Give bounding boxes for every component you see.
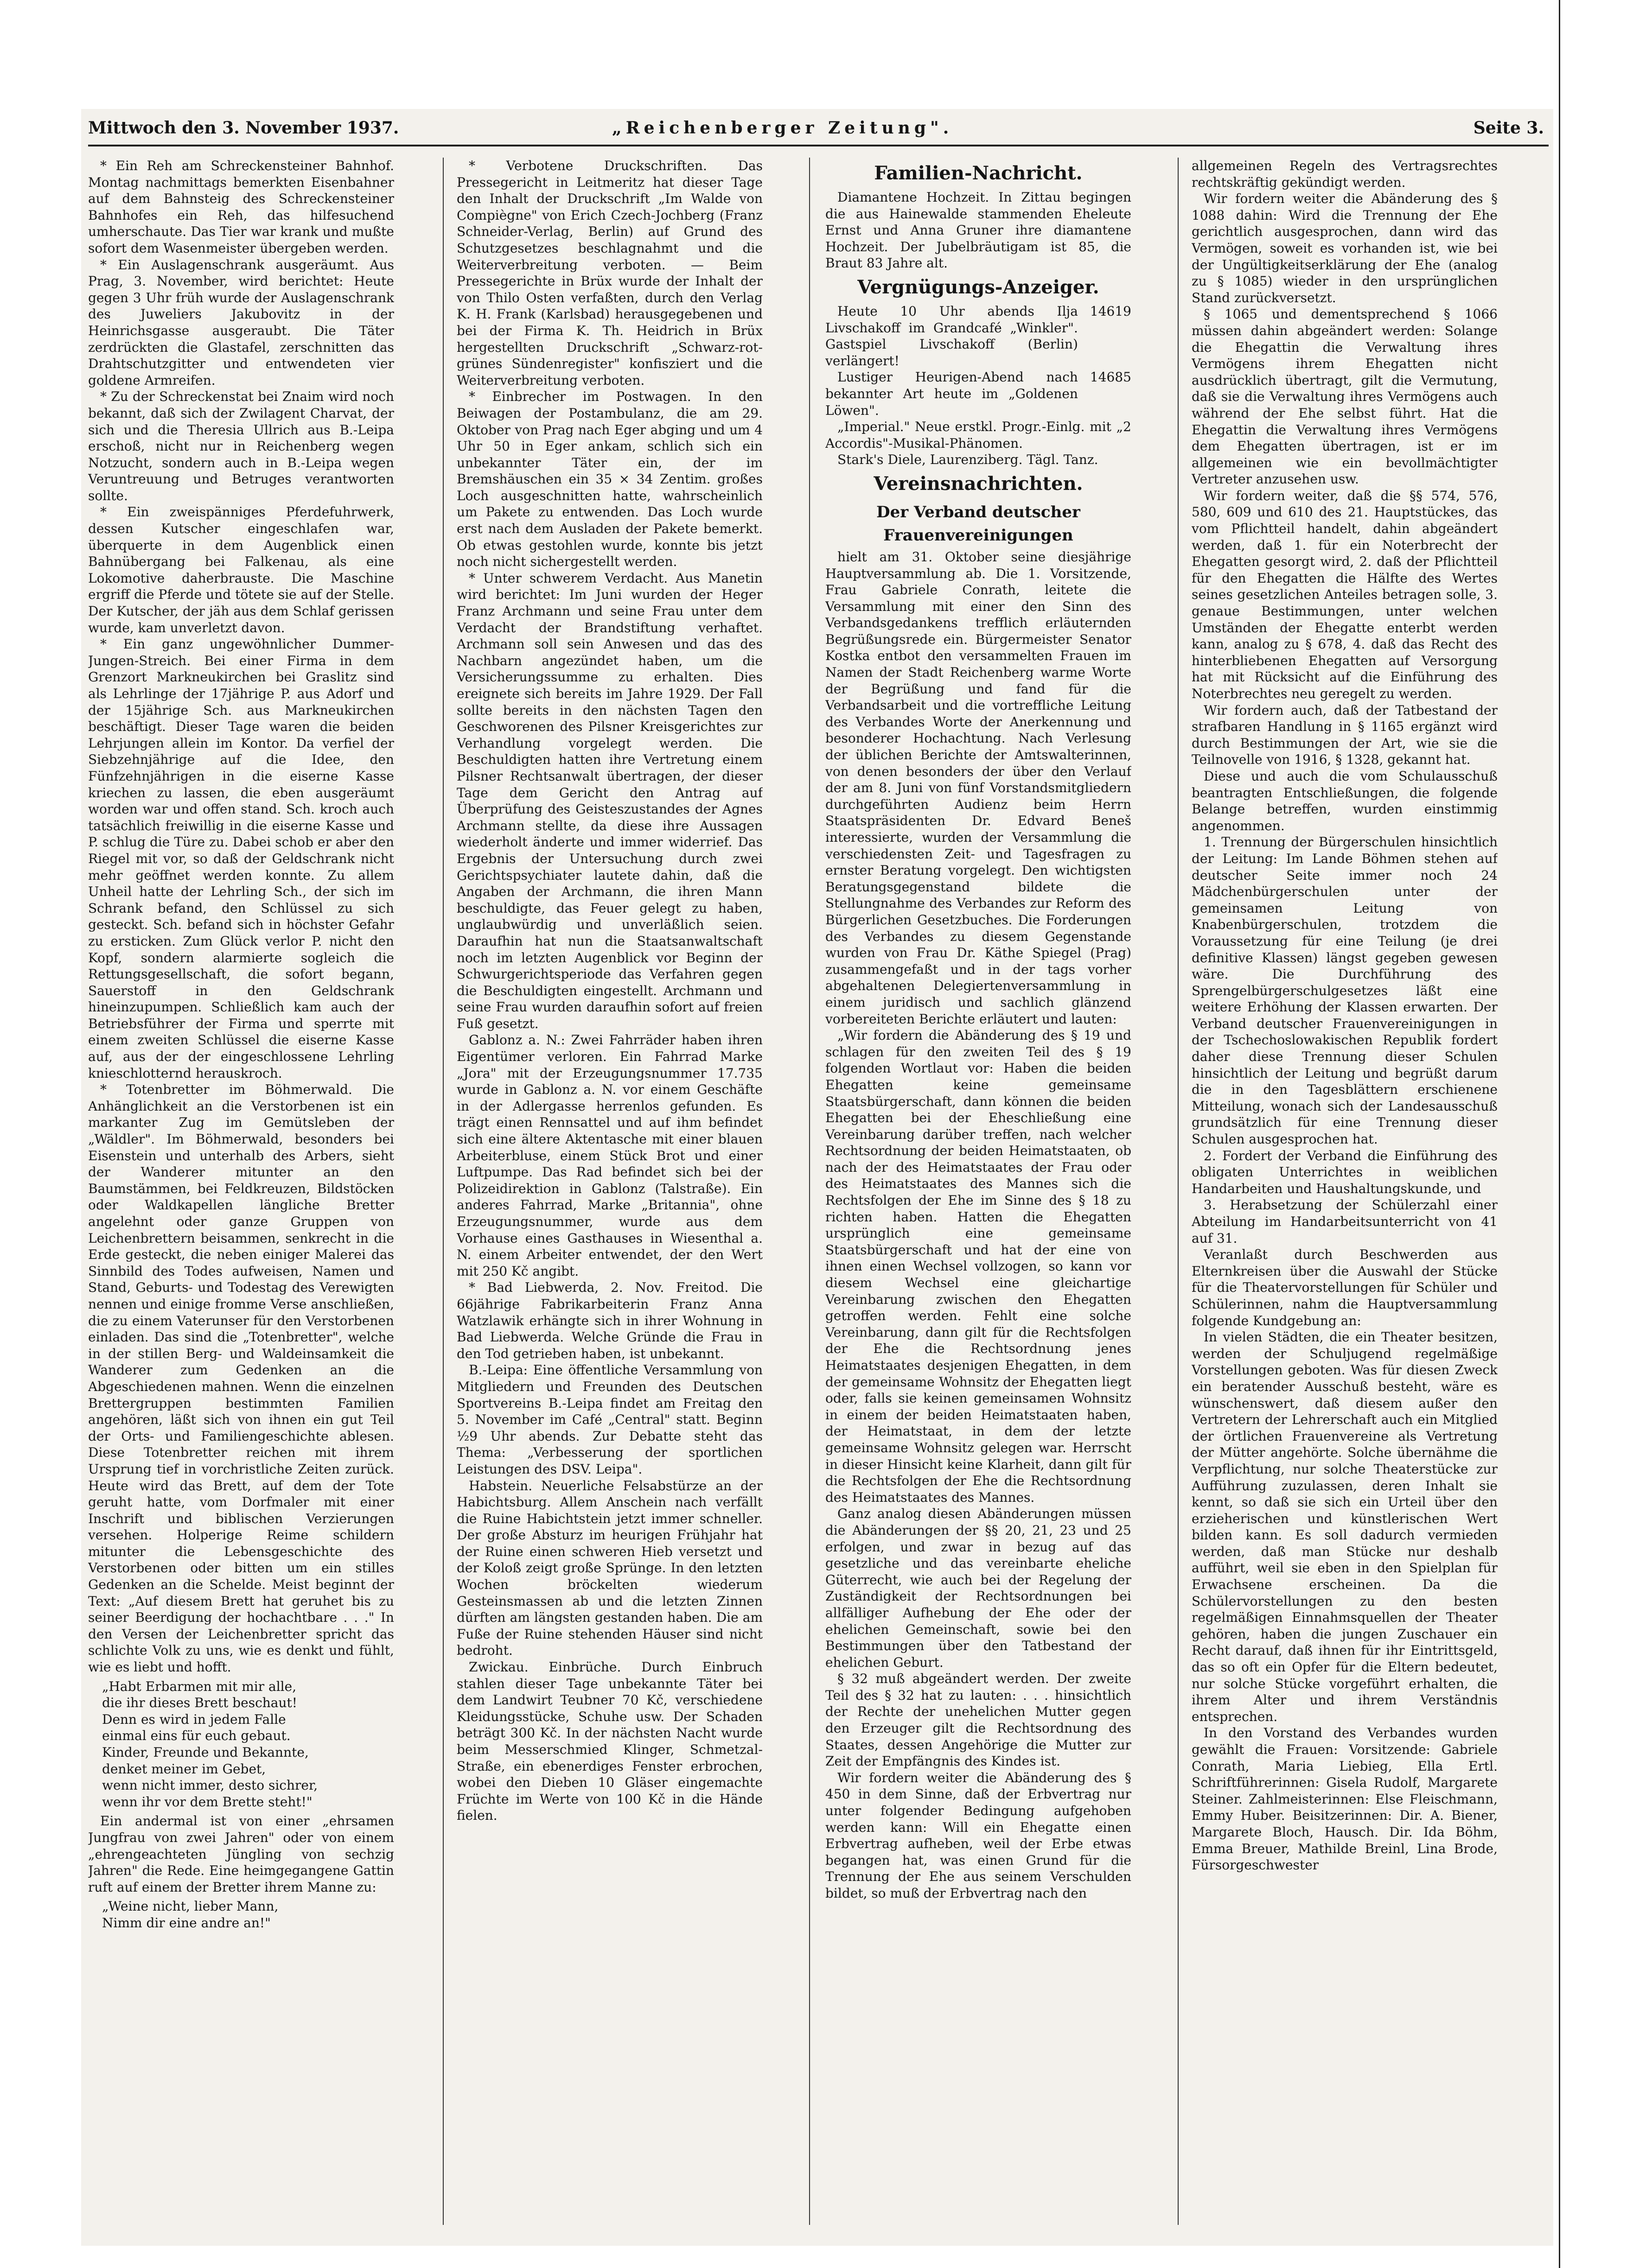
poem-line: wenn ihr vor dem Brette steht!"	[102, 1794, 313, 1810]
column-1	[88, 158, 394, 2225]
page-header	[88, 118, 1549, 146]
article-liebwerda: * Bad Liebwerda, 2. Nov. Freitod. Die 66jährige Fabrikarbeiterin Franz Anna Watzlawik erhängte sich in ihrer Wohnung in Bad Liebwerda. Welche Gründe die Frau in den Tod getrieben haben, ist unbekannt.	[457, 1280, 763, 1361]
article-auslagenschrank: * Ein Auslagenschrank ausgeräumt. Aus Prag, 3. November, wird berichtet: Heute gegen 3 Uhr früh wurde der Auslagenschrank des Juweliers Jakubovitz in der Heinrichsgasse ausgeraubt. Die Täter zerdrückten die Glastafel, zerschnitten das Drahtschutzgitter und entwendeten vier goldene Armreifen.	[88, 257, 394, 388]
article-cont-p9: 3. Herabsetzung der Schülerzahl einer Abteilung im Handarbeitsunterricht von 41 auf 31.	[1192, 1197, 1498, 1246]
article-cont-p1: allgemeinen Regeln des Vertragsrechtes rechtskräftig gekündigt werden.	[1192, 158, 1498, 190]
article-totenbretter-cont: Ein andermal ist von einer „ehrsamen Jungfrau von zwei Jahren" oder von einem „ehrengeachteten Jüngling von sechzig Jahren" die Rede. Eine heimgegangene Gattin ruft auf einem der Bretter ihrem Manne zu:	[88, 1813, 394, 1895]
article-frauen-p3: Ganz analog diesen Abänderungen müssen die Abänderungen der §§ 20, 21, 23 und 25 erfolgen, und zwar in bezug auf das gesetzliche und das vereinbarte eheliche Güterrecht, wie auch bei der Regelung der Zuständigkeit der Rechtsordnungen bei allfälliger Aufhebung der Ehe oder der ehelichen Gemeinschaft, sowie bei den Bestimmungen über den Tatbestand der ehelichen Geburt.	[825, 1506, 1131, 1670]
poem-line: Denn es wird in jedem Falle	[102, 1711, 286, 1727]
article-druckschriften: * Verbotene Druckschriften. Das Pressegericht in Leitmeritz hat dieser Tage den Inhalt der Druckschrift „Im Walde von Compiègne" von Erich Czech-Jochberg (Franz Schneider-Verlag, Berlin) auf Grund des Schutzgesetzes beschlagnahmt und die Weiterverbreitung verboten. — Beim Pressegerichte in Brüx wurde der Inhalt der von Thilo Osten verfaßten, durch den Verlag K. H. Frank (Karlsbad) herausgegebenen und bei der Firma K. Th. Heidrich in Brüx hergestellten Druckschrift „Schwarz-rot-grünes Sündenregister" konfisziert und die Weiterverbreitung verboten.	[457, 158, 763, 388]
header-date: Mittwoch den 3. November 1937.	[88, 118, 399, 138]
article-cont-p3: § 1065 und dementsprechend § 1066 müssen dahin abgeändert werden: Solange die Ehegattin die Verwaltung ihres Vermögens ihrem Ehegatten nicht ausdrücklich übertragt, gilt die Vermutung, daß sie die Verwaltung ihres Vermögens auch während der Ehe selbst führt. Hat die Ehegattin die Verwaltung ihres Vermögens dem Ehegatten übertragen, ist er im allgemeinen wie ein bevollmächtigter Vertreter anzusehen usw.	[1192, 306, 1498, 487]
article-cont-p8: 2. Fordert der Verband die Einführung des obligaten Unterrichtes in weiblichen Handarbeiten und Haushaltungskunde, und	[1192, 1148, 1498, 1196]
article-cont-p11: In vielen Städten, die ein Theater besitzen, werden der Schuljugend regelmäßige Vorstellungen geboten. Was für diesen Zweck ein beratender Ausschuß besteht, wäre es wünschenswert, daß diesem außer den Vertretern der Lehrerschaft auch ein Mitglied der örtlichen Frauenvereine als Vertretung der Mütter angehörte. Solche übernähme die Verpflichtung, nur solche Theaterstücke zur Aufführung zuzulassen, deren Inhalt sie kennt, so daß sie sich ein Urteil über den erzieherischen und künstlerischen Wert bilden kann. Es soll dadurch vermieden werden, daß man Stücke nur deshalb aufführt, weil sie eben in den Spielplan für Erwachsene erscheinen. Da die Schülervorstellungen zu den besten regelmäßigen Einnahmsquellen der Theater gehören, haben die jungen Zuschauer ein Recht darauf, daß ihnen für ihr Eintrittsgeld, das so oft ein Opfer für die Eltern bedeutet, nur solche Stücke vorgeführt erhalten, die ihrem Alter und ihrem Verständnis entsprechen.	[1192, 1329, 1498, 1724]
ad-text: Lustiger Heurigen-Abend nach bekannter Art heute im „Goldenen Löwen".	[825, 369, 1078, 418]
ad-text: Heute 10 Uhr abends Ilja Livschakoff im Grandcafé „Winkler". Gastspiel Livschakoff (Berlin) verlängert!	[825, 303, 1078, 368]
article-cont-p10: Veranlaßt durch Beschwerden aus Elternkreisen über die Auswahl der Stücke für die Theatervorstellungen für Schüler und Schülerinnen, nahm die Hauptversammlung folgende Kundgebung an:	[1192, 1247, 1498, 1328]
ad-number: 14685	[1090, 369, 1131, 385]
article-verdacht: * Unter schwerem Verdacht. Aus Manetin wird berichtet: Im Juni wurden der Heger Franz Archmann und seine Frau unter dem Verdacht der Brandstiftung verhaftet. Archmann soll sein Anwesen und das des Nachbarn angezündet haben, um die Versicherungssumme zu erhalten. Dies ereignete sich bereits im Jahre 1929. Der Fall sollte bereits in den nächsten Tagen den Geschworenen des Pilsner Kreisgerichtes zur Verhandlung vorgelegt werden. Die Beschuldigten hatten ihre Vertretung einem Pilsner Rechtsanwalt übertragen, der dieser Tage dem Gericht den Antrag auf Überprüfung des Geisteszustandes der Agnes Archmann stellte, da diese ihre Aussagen wiederholt änderte und immer widerrief. Das Ergebnis der Untersuchung durch zwei Gerichtspsychiater lautete dahin, daß die Angaben der Archmann, die ihren Mann beschuldigte, das Feuer gelegt zu haben, unglaubwürdig und unverläßlich seien. Daraufhin hat nun die Staatsanwaltschaft noch im letzten Augenblick vor Beginn der Schwurgerichtsperiode das Verfahren gegen die Beschuldigten eingestellt. Archmann und seine Frau wurden daraufhin sofort auf freien Fuß gesetzt.	[457, 570, 763, 1031]
article-zwickau: Zwickau. Einbrüche. Durch Einbruch stahlen dieser Tage unbekannte Täter bei dem Landwirt Teubner 70 Kč, verschiedene Kleidungsstücke, Schuhe usw. Der Schaden beträgt 300 Kč. In der nächsten Nacht wurde beim Messerschmied Klinger, Schmetzal-Straße, ein ebenerdiges Fenster erbrochen, wobei den Dieben 10 Gläser eingemachte Früchte im Werte von 100 Kč in die Hände fielen.	[457, 1659, 763, 1823]
article-cont-p7: 1. Trennung der Bürgerschulen hinsichtlich der Leitung: Im Lande Böhmen stehen auf deutscher Seite immer noch 24 Mädchenbürgerschulen unter der gemeinsamen Leitung von Knabenbürgerschulen, trotzdem die Voraussetzung für eine Teilung (je drei definitive Klassen) längst gegeben gewesen wäre. Die Durchführung des Sprengelbürgerschulgesetzes läßt eine weitere Erhöhung der Klassen erwarten. Der Verband deutscher Frauenvereinigungen in der Tschechoslowakischen Republik fordert daher diese Trennung dieser Schulen hinsichtlich der Leitung und begrüßt darum die in den Tagesblättern erschienene Mitteilung, wonach sich der Landesausschuß grundsätzlich für eine Trennung dieser Schulen ausgesprochen hat.	[1192, 834, 1498, 1147]
page-edge	[1559, 0, 1560, 2268]
ad-imperial: „Imperial." Neue erstkl. Progr.-Einlg. mit „2 Accordis"-Musikal-Phänomen.	[825, 419, 1131, 451]
article-pferdefuhrwerk: * Ein zweispänniges Pferdefuhrwerk, dessen Kutscher eingeschlafen war, überquerte in dem Augenblick einen Bahnübergang bei Falkenau, als eine Lokomotive daherbrauste. Die Maschine ergriff die Pferde und tötete sie auf der Stelle. Der Kutscher, der jäh aus dem Schlaf gerissen wurde, kam unverletzt davon.	[88, 504, 394, 635]
article-totenbretter: * Totenbretter im Böhmerwald. Die Anhänglichkeit an die Verstorbenen ist ein markanter Zug im Gemütsleben der „Wäldler". Im Böhmerwald, besonders bei Eisenstein und unterhalb des Arbers, sieht der Wanderer mitunter an den Baumstämmen, bei Feldkreuzen, Bildstöcken oder Waldkapellen längliche Bretter angelehnt oder ganze Gruppen von Leichenbrettern beisammen, senkrecht in die Erde gesteckt, die neben einiger Malerei das Sinnbild des Todes aufweisen, Namen und Stand, Geburts- und Todestag des Verewigten nennen und einige fromme Verse anschließen, die zu einem Vaterunser für den Verstorbenen einladen. Das sind die „Totenbretter", welche in der stillen Berg- und Waldeinsamkeit die Wanderer zum Gedenken an die Abgeschiedenen mahnen. Wenn die einzelnen Brettergruppen bestimmten Familien angehören, läßt sich von ihnen ein gut Teil der Orts- und Familiengeschichte ablesen. Diese Totenbretter reichen mit ihrem Ursprung tief in vorchristliche Zeiten zurück. Heute wird das Brett, auf dem der Tote geruht hatte, vom Dorfmaler mit einer Inschrift und biblischen Verzierungen versehen. Holperige Reime schildern mitunter die Lebensgeschichte des Verstorbenen oder bitten um ein stilles Gedenken an die Schelde. Meist beginnt der Text: „Auf diesem Brett hat geruhet bis zu seiner Beerdigung der hochachtbare . . ." In den Versen der Leichenbretter spricht das schlichte Volk zu uns, wie es denkt und fühlt, wie es liebt und hofft.	[88, 1082, 394, 1675]
article-diamantene-hochzeit: Diamantene Hochzeit. In Zittau begingen die aus Hainewalde stammenden Eheleute Ernst und Anna Gruner ihre diamantene Hochzeit. Der Jubelbräutigam ist 85, die Braut 83 Jahre alt.	[825, 190, 1131, 271]
article-frauen-p5: Wir fordern weiter die Abänderung des § 450 in dem Sinne, daß der Erbvertrag nur unter folgender Bedingung aufgehoben werden kann: Will ein Ehegatte einen Erbvertrag aufheben, weil der Erbe etwas begangen hat, was einen Grund für die Trennung der Ehe aus seinem Verschulden bildet, so muß der Erbvertrag nach den	[825, 1770, 1131, 1901]
header-page-number: Seite 3.	[1473, 118, 1544, 138]
article-postwagen: * Einbrecher im Postwagen. In den Beiwagen der Postambulanz, die am 29. Oktober von Prag nach Eger abging und um 4 Uhr 50 in Eger ankam, schlich sich ein unbekannter Täter ein, der im Bremshäuschen ein 35 × 34 Zentim. großes Loch ausgeschnitten hatte, wahrscheinlich um Pakete zu entwenden. Das Loch wurde erst nach dem Ausladen der Pakete bemerkt. Ob etwas gestohlen wurde, konnte bis jetzt noch nicht sichergestellt werden.	[457, 389, 763, 570]
article-frauen-p1: hielt am 31. Oktober seine diesjährige Hauptversammlung ab. Die 1. Vorsitzende, Frau Gabriele Conrath, leitete die Versammlung mit einer den Sinn des Verbandsgedankens trefflich erläuternden Begrüßungsrede ein. Bürgermeister Senator Kostka entbot den versammelten Frauen im Namen der Stadt Reichenberg warme Worte der Begrüßung und fand für die Verbandsarbeit und die vortreffliche Leitung des Verbandes Worte der Anerkennung und besonderer Hochachtung. Nach Verlesung der üblichen Berichte der Amtswalterinnen, von denen besonders der über den Verlauf der am 8. Juni von fünf Vorstandsmitgliedern durchgeführten Audienz beim Herrn Staatspräsidenten Dr. Edvard Beneš interessierte, wurden der Versammlung die verschiedensten Zeit- und Tagesfragen zu ernster Beratung vorgelegt. Den wichtigsten Beratungsgegenstand bildete die Stellungnahme des Verbandes zur Reform des Bürgerlichen Gesetzbuches. Die Forderungen des Verbandes zu diesem Gegenstande wurden von Frau Dr. Käthe Spiegel (Prag) zusammengefaßt und in der tags vorher abgehaltenen Delegiertenversammlung in einem juridisch und sachlich glänzend vorbereiteten Berichte erläutert und lauten:	[825, 549, 1131, 1027]
article-cont-p2: Wir fordern weiter die Abänderung des § 1088 dahin: Wird die Trennung der Ehe gerichtlich ausgesprochen, dann wird das Vermögen, soweit es vorhanden ist, wie bei der Ungültigkeitserklärung der Ehe (analog zu § 1085) wieder in den ursprünglichen Stand zurückversetzt.	[1192, 191, 1498, 305]
column-4	[1192, 158, 1498, 2225]
header-rule	[88, 145, 1549, 146]
article-heading-frauenvereinigungen: Der Verband deutscher Frauenvereinigungen	[876, 502, 1080, 545]
ad-heurigen	[825, 369, 1131, 419]
article-cont-p6: Diese und auch die vom Schulausschuß beantragten Entschließungen, die folgende Belange betreffen, wurden einstimmig angenommen.	[1192, 768, 1498, 833]
article-gablonz: Gablonz a. N.: Zwei Fahrräder haben ihren Eigentümer verloren. Ein Fahrrad Marke „Jora" mit der Erzeugungsnummer 17.735 wurde in Gablonz a. N. vor einem Geschäfte in der Adlergasse herrenlos gefunden. Es trägt einen Rennsattel und auf ihm befindet sich eine ältere Aktentasche mit einer blauen Arbeiterbluse, einem Stück Brot und einer Luftpumpe. Das Rad befindet sich bei der Polizeidirektion in Gablonz (Talstraße). Ein anderes Fahrrad, Marke „Britannia", ohne Erzeugungsnummer, wurde aus dem Vorhause eines Gasthauses in Wiesenthal a. N. einem Arbeiter entwendet, der den Wert mit 250 Kč angibt.	[457, 1032, 763, 1279]
article-frauen-p4: § 32 muß abgeändert werden. Der zweite Teil des § 32 hat zu lauten: . . . hinsichtlich der Rechte der unehelichen Mutter gegen den Erzeuger gilt die Rechtsordnung des Staates, dessen Angehörige die Mutter zur Zeit der Empfängnis des Kindes ist.	[825, 1671, 1131, 1769]
poem-line: „Habt Erbarmen mit mir alle,	[102, 1678, 297, 1694]
article-frauen-p2: „Wir fordern die Abänderung des § 19 und schlagen für den zweiten Teil des § 19 folgenden Wortlaut vor: Haben die beiden Ehegatten keine gemeinsame Staatsbürgerschaft, dann können die beiden Ehegatten bei der Eheschließung eine Vereinbarung darüber treffen, nach welcher Rechtsordnung der beiden Heimatstaaten, ob nach der des Heimatstaates der Frau oder des Heimatstaates des Mannes sich die Rechtsfolgen der Ehe im Sinne des § 18 zu richten haben. Hatten die Ehegatten ursprünglich eine gemeinsame Staatsbürgerschaft und hat der eine von ihnen einen Wechsel vollzogen, so kann vor diesem Wechsel eine gleichartige Vereinbarung zwischen den Ehegatten getroffen werden. Fehlt eine solche Vereinbarung, dann gilt für die Rechtsfolgen der Ehe die Rechtsordnung jenes Heimatstaates desjenigen Ehegatten, in dem der gemeinsame Wohnsitz der Ehegatten liegt oder, falls sie keinen gemeinsamen Wohnsitz in einem der beiden Heimatstaaten haben, der Heimatstaat, in dem der letzte gemeinsame Wohnsitz gelegen war. Herrscht in dieser Hinsicht keine Klarheit, dann gilt für die Rechtsfolgen der Ehe die Rechtsordnung des Heimatstaates des Mannes.	[825, 1028, 1131, 1505]
article-habstein: Habstein. Neuerliche Felsabstürze an der Habichtsburg. Allem Anschein nach verfällt die Ruine Habichtstein jetzt immer schneller. Der große Absturz im heurigen Frühjahr hat der Ruine einen schweren Hieb versetzt und der Koloß zeigt große Sprünge. In den letzten Wochen bröckelten wiederum Gesteinsmassen ab und die letzten Zinnen dürften am längsten gestanden haben. Die am Fuße der Ruine stehenden Häuser sind nicht bedroht.	[457, 1478, 763, 1658]
poem-line: Nimm dir eine andre an!"	[102, 1915, 271, 1931]
poem-block	[102, 1898, 394, 1931]
column-rule	[809, 158, 810, 2225]
section-heading-amusements: Vergnügungs-Anzeiger.	[857, 276, 1099, 298]
ad-starks-diele: Stark's Diele, Laurenziberg. Tägl. Tanz.	[837, 452, 1098, 468]
column-rule	[443, 158, 444, 2225]
ad-livschakoff	[825, 303, 1131, 369]
poem-line: wenn nicht immer, desto sichrer,	[102, 1778, 318, 1793]
article-znaim: * Zu der Schreckenstat bei Znaim wird noch bekannt, daß sich der Zwilagent Charvat, der sich und die Theresia Ullrich aus B.-Leipa erschoß, nicht nur in Reichenberg wegen Notzucht, sondern auch in B.-Leipa wegen Veruntreuung und Betruges verantworten sollte.	[88, 389, 394, 503]
section-heading-family: Familien-Nachricht.	[874, 162, 1083, 184]
ad-number: 14619	[1090, 303, 1131, 319]
poem-line: denket meiner im Gebet,	[102, 1761, 266, 1777]
column-rule	[1178, 158, 1179, 2225]
article-cont-p5: Wir fordern auch, daß der Tatbestand der strafbaren Handlung in § 1165 ergänzt wird durch Bestimmungen der Art, wie sie die Teilnovelle von 1916, § 1328, gekannt hat.	[1192, 702, 1498, 768]
column-2	[457, 158, 763, 2225]
article-dummer-jungen-streich: * Ein ganz ungewöhnlicher Dummer-Jungen-Streich. Bei einer Firma in dem Grenzort Markneukirchen bei Graslitz sind als Lehrlinge der 17jährige P. aus Adorf und der 15jährige Sch. aus Markneukirchen beschäftigt. Dieser Tage waren die beiden Lehrjungen allein im Kontor. Da verfiel der Siebzehnjährige auf die Idee, den Fünfzehnjährigen in die eiserne Kasse kriechen zu lassen, die eben ausgeräumt worden war und offen stand. Sch. kroch auch tatsächlich freiwillig in die eiserne Kasse und P. schlug die Türe zu. Dabei schob er aber den Riegel mit vor, so daß der Geldschrank nicht mehr geöffnet werden konnte. Zu allem Unheil hatte der Lehrling Sch., der sich im Schrank befand, den Schlüssel zu sich gesteckt. Sch. befand sich in höchster Gefahr zu ersticken. Zum Glück verlor P. nicht den Kopf, sondern alarmierte sogleich die Rettungsgesellschaft, die sofort begann, Sauerstoff in den Geldschrank hineinzupumpen. Schließlich kam auch der Betriebsführer der Firma und sperrte mit einem zweiten Schlüssel die eiserne Kasse auf, aus der der eingeschlossene Lehrling knieschlotternd herauskroch.	[88, 636, 394, 1081]
column-3	[825, 158, 1131, 2225]
poem-line: Kinder, Freunde und Bekannte,	[102, 1745, 309, 1760]
section-heading-vereine: Vereinsnachrichten.	[874, 472, 1083, 495]
poem-line: einmal eins für euch gebaut.	[102, 1728, 291, 1744]
article-cont-p4: Wir fordern weiter, daß die §§ 574, 576, 580, 609 und 610 des 21. Hauptstückes, das vom Pflichtteil handelt, dahin abgeändert werden, daß 1. für ein Noterbrecht der Ehegatten gesorgt wird, 2. daß der Pflichtteil für den Ehegatten die Hälfte des Wertes seines gesetzlichen Anteiles betragen solle, 3. genaue Bestimmungen, unter welchen Umständen der Ehegatte enterbt werden kann, analog zu § 678, 4. daß das Recht des hinterbliebenen Ehegatten auf Versorgung hat mit Rücksicht auf die Einführung des Noterbrechtes neu geregelt zu werden.	[1192, 488, 1498, 701]
header-masthead: „Reichenberger Zeitung".	[612, 118, 953, 138]
article-b-leipa: B.-Leipa: Eine öffentliche Versammlung von Mitgliedern und Freunden des Deutschen Sportvereins B.-Leipa findet am Freitag den 5. November im Café „Central" statt. Beginn ½9 Uhr abends. Zur Debatte steht das Thema: „Verbesserung der sportlichen Leistungen des DSV. Leipa".	[457, 1362, 763, 1477]
poem-line: die ihr dieses Brett beschaut!	[102, 1695, 298, 1711]
poem-line: „Weine nicht, lieber Mann,	[102, 1899, 279, 1914]
article-cont-p12: In den Vorstand des Verbandes wurden gewählt die Frauen: Vorsitzende: Gabriele Conrath, Maria Liebieg, Ella Ertl. Schriftführerinnen: Gisela Rudolf, Margarete Steiner. Zahlmeisterinnen: Else Fleischmann, Emmy Huber. Beisitzerinnen: Dir. A. Biener, Margarete Bloch, Hausch. Dir. Ida Böhm, Emma Breuer, Mathilde Breinl, Lina Brode, Fürsorgeschwester	[1192, 1725, 1498, 1873]
article-reh: * Ein Reh am Schreckensteiner Bahnhof. Montag nachmittags bemerkten Eisenbahner auf dem Bahnsteig des Schreckensteiner Bahnhofes ein Reh, das hilfesuchend umherschaute. Das Tier war krank und mußte sofort dem Wasenmeister übergeben werden.	[88, 158, 394, 256]
poem-block	[102, 1678, 394, 1811]
